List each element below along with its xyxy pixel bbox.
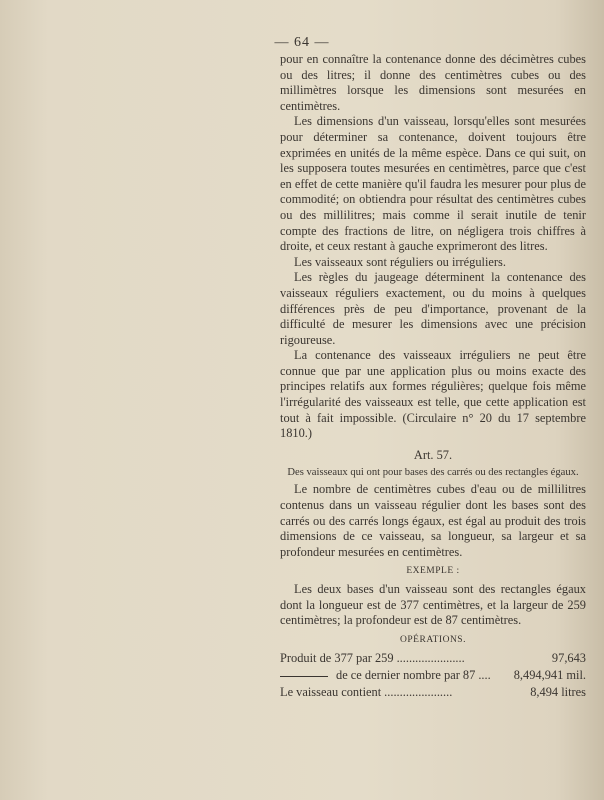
article-subtitle: Des vaisseaux qui ont pour bases des carrés ou des rectangles égaux. xyxy=(287,467,579,479)
operations-heading: OPÉRATIONS. xyxy=(400,634,466,645)
operation-dots: ...................... xyxy=(384,685,453,700)
paragraph: Les règles du jaugeage déterminent la contenance des vaisseaux réguliers exactement, ou du moins à quelques différences près de peu d'importance, provenant de la difficulté de mesurer les dimensions avec une précision rigoureuse. xyxy=(280,270,586,347)
operation-row xyxy=(280,667,586,684)
article-heading: Art. 57. xyxy=(413,447,453,462)
operation-value: 8,494,941 mil. xyxy=(513,668,586,683)
paragraph: Les dimensions d'un vaisseau, lorsqu'elles sont mesurées pour déterminer sa contenance, doivent toujours être exprimées en unités de la même espèce. Dans ce qui suit, on les supposera toutes mesurées en centimètres, parce que c'est en effet de cette manière qu'il faudra les mesurer pour plus de commodité; on obtiendra pour résultat des centimètres cubes ou des millilitres; mais comme il serait inutile de tenir compte des fractions de litre, on négligera trois chiffres à droite, et ceux restant à gauche exprimeront des litres. xyxy=(280,114,586,254)
operation-value: 8,494 litres xyxy=(530,685,586,700)
operation-row xyxy=(280,684,586,701)
text-column xyxy=(280,52,586,701)
paragraph: pour en connaître la contenance donne des décimètres cubes ou des litres; il donne des centimètres cubes ou des millimètres lorsque les dimensions sont mesurées en centimètres. xyxy=(280,52,586,113)
operation-label xyxy=(280,667,475,684)
paragraph: Les vaisseaux sont réguliers ou irréguliers. xyxy=(294,254,506,269)
operation-label: Produit de 377 par 259 xyxy=(280,651,394,666)
operation-dots: ...................... xyxy=(396,651,465,666)
paragraph: La contenance des vaisseaux irréguliers ne peut être connue que par une application plus ou moins exacte des principes relatifs aux formes régulières; quelque fois même l'irrégularité des vaisseaux est telle, que cette application est tout à fait impossible. (Circulaire n° 20 du 17 septembre 1810.) xyxy=(280,348,586,441)
example-body: Les deux bases d'un vaisseau sont des rectangles égaux dont la longueur est de 377 centimètres, et la largeur de 259 centimètres; la profondeur est de 87 centimètres. xyxy=(280,582,586,628)
page-number: — 64 — xyxy=(274,35,330,50)
operation-label: Le vaisseau contient xyxy=(280,685,382,700)
article-body: Le nombre de centimètres cubes d'eau ou de millilitres contenus dans un vaisseau régulier dont les bases sont des carrés ou des carrés longs égaux, est égal au produit des trois dimensions de ce vaisseau, sa longueur, sa largeur et sa profondeur mesurées en centimètres. xyxy=(280,482,586,559)
operation-row xyxy=(280,650,586,667)
operation-dots: .... xyxy=(478,668,491,683)
operation-value: 97,643 xyxy=(551,651,586,666)
example-heading: EXEMPLE : xyxy=(406,566,460,577)
operation-label-text: de ce dernier nombre par 87 xyxy=(336,668,476,683)
ditto-dash xyxy=(280,676,328,677)
